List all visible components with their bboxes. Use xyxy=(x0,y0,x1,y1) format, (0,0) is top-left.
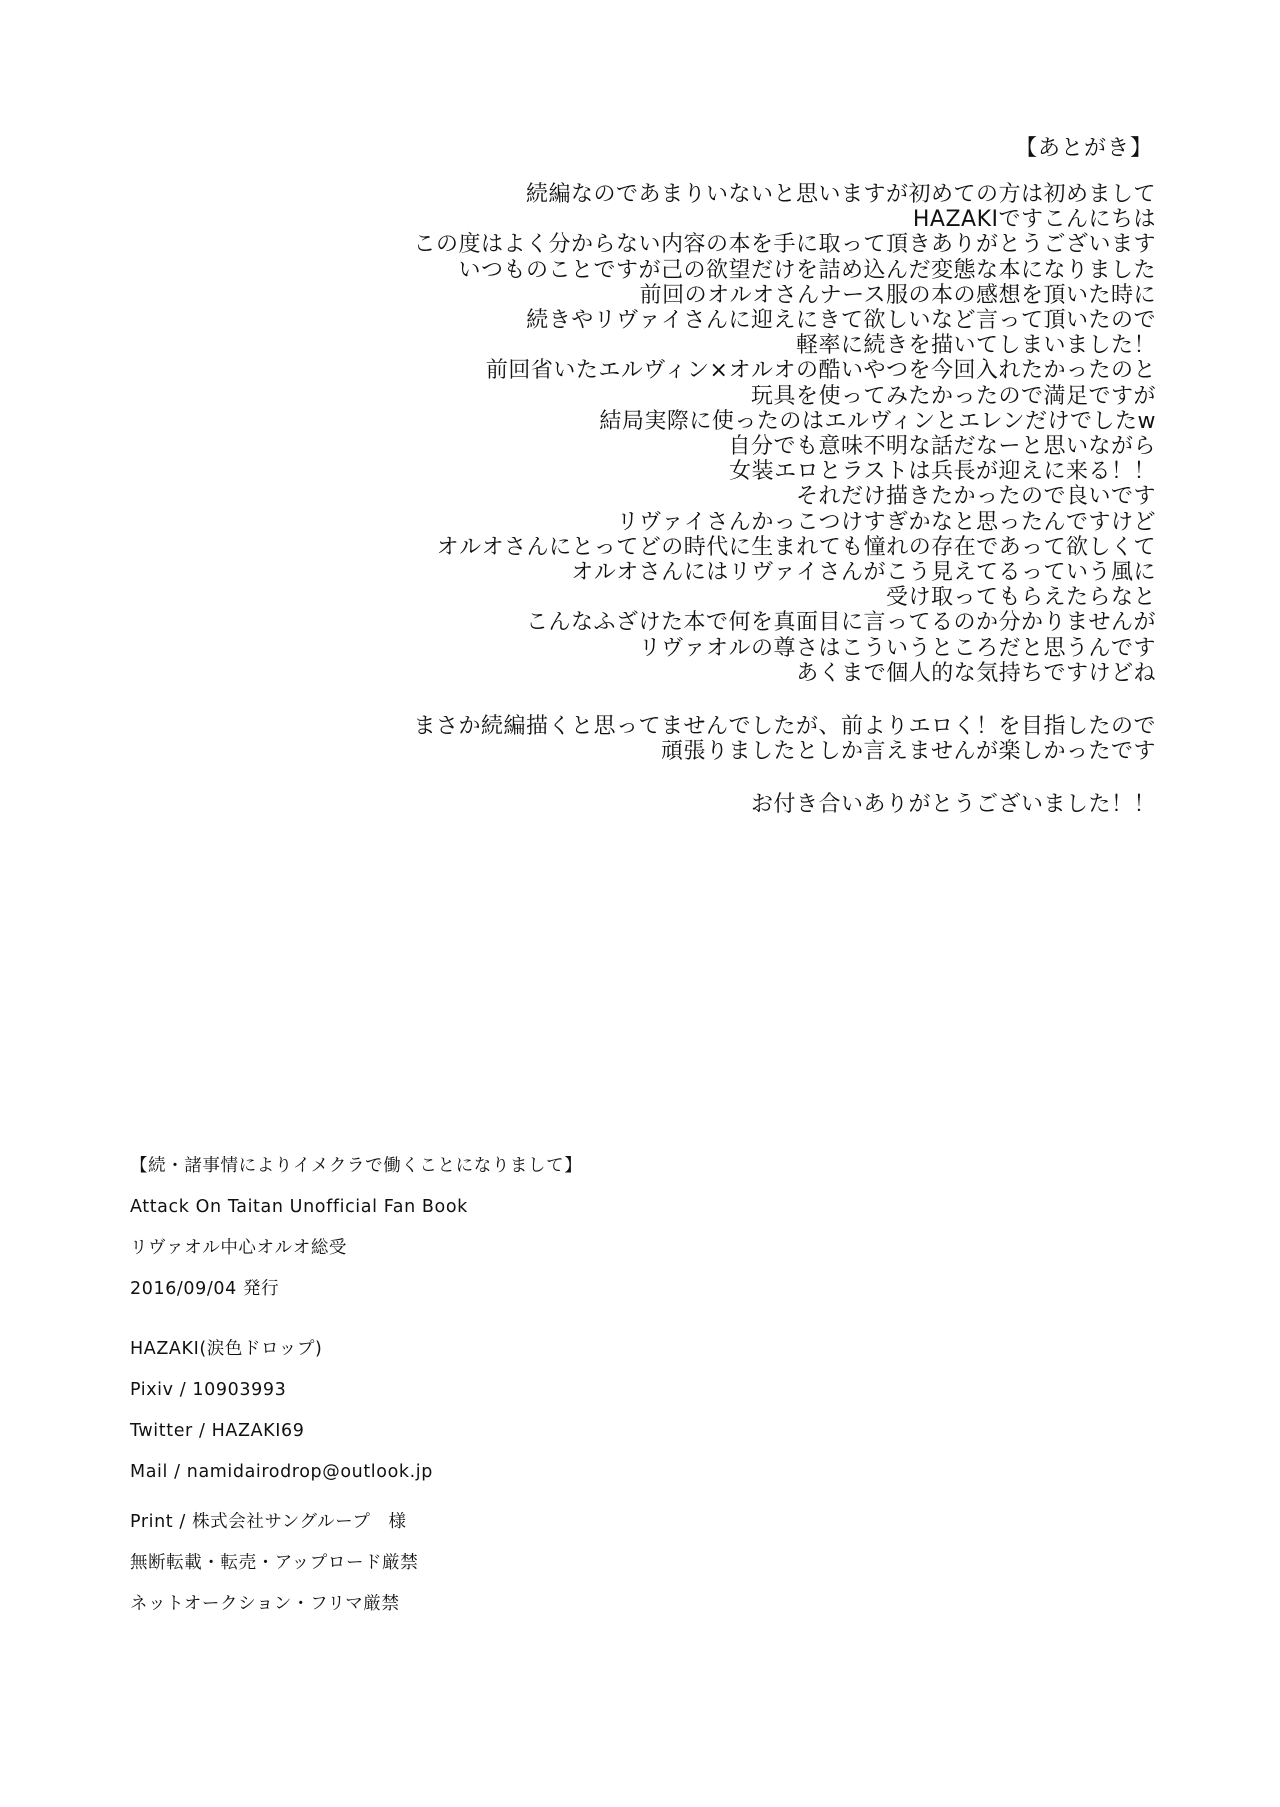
afterword-line: オルオさんにとってどの時代に生まれても憧れの存在であって欲しくて xyxy=(436,534,1156,560)
afterword-line: リヴァオルの尊さはこういうところだと思うんです xyxy=(638,635,1156,661)
afterword-heading: 【あとがき】 xyxy=(1014,136,1153,161)
afterword-line: オルオさんにはリヴァイさんがこう見えてるっていう風に xyxy=(571,560,1156,586)
colophon-series: Attack On Taitan Unofficial Fan Book xyxy=(130,1197,468,1217)
afterword-line: 自分でも意味不明な話だなーと思いながら xyxy=(728,434,1156,460)
afterword-line: 頑張りましたとしか言えませんが楽しかったです xyxy=(660,739,1156,765)
colophon-print: Print / 株式会社サングループ 様 xyxy=(130,1512,407,1532)
afterword-paragraph-1 xyxy=(196,182,1156,686)
colophon-pairing: リヴァオル中心オルオ総受 xyxy=(130,1238,348,1258)
afterword-line: 前回省いたエルヴィン×オルオの酷いやつを今回入れたかったのと xyxy=(485,358,1156,384)
afterword-line: 軽率に続きを描いてしまいました！ xyxy=(795,333,1156,359)
afterword-line: 女装エロとラストは兵長が迎えに来る！！ xyxy=(729,459,1156,485)
afterword-line: リヴァイさんかっこつけすぎかなと思ったんですけど xyxy=(616,509,1156,535)
afterword-line: 受け取ってもらえたらなと xyxy=(885,585,1156,611)
colophon-book-title: 【続・諸事情によりイメクラで働くことになりまして】 xyxy=(130,1156,583,1176)
colophon xyxy=(130,1154,730,1616)
afterword-line: 続きやリヴァイさんに迎えにきて欲しいなど言って頂いたので xyxy=(526,308,1156,334)
afterword-line: 続編なのであまりいないと思いますが初めての方は初めまして xyxy=(525,182,1156,207)
afterword-paragraph-2 xyxy=(196,714,1156,764)
afterword-line: あくまで個人的な気持ちですけどね xyxy=(796,660,1156,686)
afterword-body xyxy=(196,182,1156,846)
afterword-closing-line: お付き合いありがとうございました！！ xyxy=(750,792,1156,818)
colophon-date: 2016/09/04 発行 xyxy=(130,1279,280,1299)
afterword-line: 前回のオルオさんナース服の本の感想を頂いた時に xyxy=(639,282,1156,308)
colophon-author: HAZAKI(涙色ドロップ) xyxy=(130,1339,323,1359)
colophon-pixiv: Pixiv / 10903993 xyxy=(130,1380,287,1400)
afterword-line: この度はよく分からない内容の本を手に取って頂きありがとうございます xyxy=(413,232,1156,258)
colophon-notice-reprint: 無断転載・転売・アップロード厳禁 xyxy=(130,1553,419,1573)
afterword-paragraph-3 xyxy=(196,792,1156,817)
colophon-notice-auction: ネットオークション・フリマ厳禁 xyxy=(130,1594,400,1614)
afterword-line: HAZAKIですこんにちは xyxy=(912,207,1156,233)
afterword-line: 結局実際に使ったのはエルヴィンとエレンだけでしたw xyxy=(599,408,1156,434)
afterword-line: それだけ描きたかったので良いです xyxy=(795,484,1156,510)
colophon-twitter: Twitter / HAZAKI69 xyxy=(130,1421,305,1441)
afterword-line: 玩具を使ってみたかったので満足ですが xyxy=(750,383,1156,409)
afterword-line: まさか続編描くと思ってませんでしたが、前よりエロく！を目指したので xyxy=(413,714,1156,740)
afterword-line: こんなふざけた本で何を真面目に言ってるのか分かりませんが xyxy=(525,610,1156,636)
colophon-mail: Mail / namidairodrop@outlook.jp xyxy=(130,1462,433,1482)
afterword-line: いつものことですが己の欲望だけを詰め込んだ変態な本になりました xyxy=(458,257,1156,283)
